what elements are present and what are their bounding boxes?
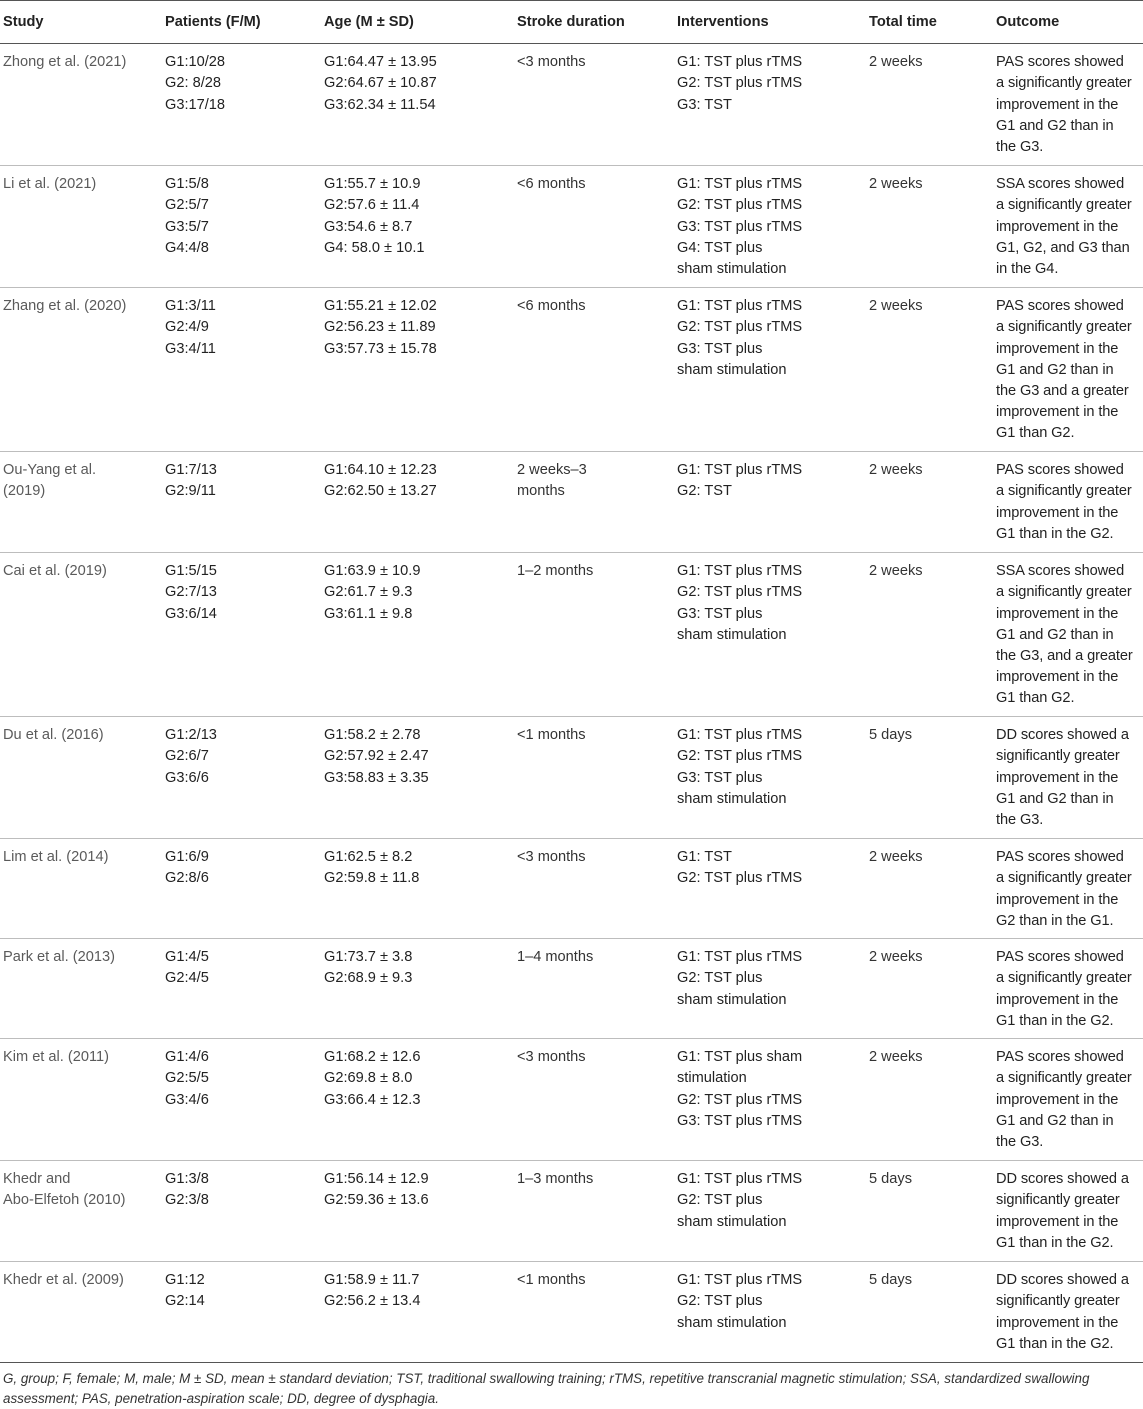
table-row [0,1039,1143,1161]
cell-study-line: (2019) [3,483,46,500]
cell-patients-line: G3:6/14 [165,605,217,622]
cell-outcome-line: a significantly greater [996,970,1132,987]
cell-total-time [866,553,993,717]
cell-total-time-line: 2 weeks [869,563,923,580]
cell-study [0,717,162,839]
cell-interventions-line: sham stimulation [677,1314,787,1331]
cell-study [0,939,162,1039]
cell-total-time-line: 2 weeks [869,462,923,479]
cell-total-time [866,288,993,452]
cell-patients [162,166,321,288]
cell-age-line: G3:57.73 ± 15.78 [324,340,437,357]
cell-outcome-line: PAS scores showed [996,462,1124,479]
cell-outcome-line: a significantly greater [996,1070,1132,1087]
cell-age [321,1262,514,1363]
cell-age-line: G3:61.1 ± 9.8 [324,605,413,622]
cell-outcome-line: the G3. [996,139,1044,156]
cell-outcome-line: a significantly greater [996,197,1132,214]
cell-outcome-line: G1 than in the G2. [996,1012,1114,1029]
cell-age-line: G1:62.5 ± 8.2 [324,849,413,866]
cell-interventions-line: G2: TST plus rTMS [677,319,803,336]
cell-patients-line: G1:5/8 [165,176,209,193]
cell-interventions-line: G3: TST plus [677,605,763,622]
cell-age-line: G2:56.2 ± 13.4 [324,1293,421,1310]
cell-interventions-line: G2: TST plus rTMS [677,75,803,92]
cell-patients-line: G2: 8/28 [165,75,221,92]
cell-study-line: Lim et al. (2014) [3,849,109,866]
cell-interventions-line: G1: TST plus rTMS [677,298,803,315]
cell-stroke-duration [514,1039,674,1161]
cell-outcome-line: G1 than in the G2. [996,1234,1114,1251]
cell-stroke-duration [514,717,674,839]
cell-patients-line: G2:8/6 [165,870,209,887]
cell-patients-line: G2:5/5 [165,1070,209,1087]
cell-patients-line: G2:14 [165,1293,205,1310]
cell-stroke-duration-line: 1–2 months [517,563,594,580]
cell-age-line: G3:58.83 ± 3.35 [324,769,429,786]
header-study: Study [0,1,162,44]
cell-interventions-line: G1: TST plus rTMS [677,1272,803,1289]
cell-outcome-line: G1 and G2 than in [996,626,1114,643]
cell-total-time-line: 2 weeks [869,849,923,866]
cell-study-line: Zhang et al. (2020) [3,298,127,315]
cell-age-line: G2:59.8 ± 11.8 [324,870,420,887]
cell-interventions-line: G2: TST plus rTMS [677,584,803,601]
cell-patients-line: G1:3/8 [165,1171,209,1188]
cell-age-line: G2:69.8 ± 8.0 [324,1070,413,1087]
cell-study-line: Park et al. (2013) [3,949,115,966]
cell-stroke-duration-line: <1 months [517,1272,586,1289]
table-row [0,1262,1143,1363]
cell-interventions-line: G2: TST plus rTMS [677,197,803,214]
cell-study [0,839,162,939]
cell-interventions-line: G3: TST plus [677,769,763,786]
cell-age [321,44,514,166]
cell-interventions-line: G1: TST plus rTMS [677,563,803,580]
cell-study [0,1262,162,1363]
cell-interventions [674,839,866,939]
cell-stroke-duration [514,553,674,717]
cell-outcome-line: the G3. [996,812,1044,829]
cell-age-line: G2:59.36 ± 13.6 [324,1192,429,1209]
cell-interventions-line: G3: TST plus rTMS [677,1112,803,1129]
header-patients: Patients (F/M) [162,1,321,44]
cell-patients-line: G1:12 [165,1272,205,1289]
header-row [0,1,1143,44]
cell-patients-line: G3:4/6 [165,1091,209,1108]
cell-outcome-line: G1 and G2 than in [996,790,1114,807]
cell-patients-line: G2:9/11 [165,483,216,500]
cell-stroke-duration-line: <3 months [517,54,586,71]
cell-outcome-line: DD scores showed a [996,1272,1129,1289]
cell-stroke-duration [514,1161,674,1262]
cell-age [321,553,514,717]
cell-interventions-line: sham stimulation [677,1213,787,1230]
cell-total-time-line: 5 days [869,1272,912,1289]
cell-study-line: Khedr and [3,1171,71,1188]
cell-outcome-line: in the G4. [996,261,1059,278]
cell-interventions-line: G2: TST plus rTMS [677,870,803,887]
cell-patients-line: G2:5/7 [165,197,209,214]
cell-age-line: G2:62.50 ± 13.27 [324,483,437,500]
cell-outcome-line: significantly greater [996,748,1120,765]
cell-outcome-line: improvement in the [996,340,1119,357]
cell-interventions-line: stimulation [677,1070,747,1087]
cell-patients-line: G1:4/6 [165,1049,209,1066]
cell-patients-line: G4:4/8 [165,239,209,256]
table-row [0,166,1143,288]
table-footnote: G, group; F, female; M, male; M ± SD, mean ± standard deviation; TST, traditional swallowing training; rTMS, repetitive transcranial magnetic stimulation; SSA, standardized swallowing assessment; PAS, penetration-aspiration scale; DD, degree of dysphagia. [3,1371,1090,1407]
cell-stroke-duration-line: 1–4 months [517,949,594,966]
cell-interventions [674,452,866,553]
cell-interventions-line: G1: TST plus rTMS [677,176,803,193]
cell-age-line: G1:64.47 ± 13.95 [324,54,437,71]
cell-outcome [993,1262,1143,1363]
cell-age-line: G1:58.2 ± 2.78 [324,727,421,744]
cell-outcome [993,1161,1143,1262]
cell-age [321,717,514,839]
cell-outcome-line: SSA scores showed [996,563,1125,580]
cell-stroke-duration [514,288,674,452]
cell-age-line: G2:57.6 ± 11.4 [324,197,420,214]
cell-age [321,1039,514,1161]
cell-stroke-duration [514,939,674,1039]
cell-age [321,1161,514,1262]
cell-age [321,166,514,288]
cell-age-line: G1:55.7 ± 10.9 [324,176,421,193]
cell-total-time [866,839,993,939]
cell-outcome-line: significantly greater [996,1192,1120,1209]
cell-patients [162,939,321,1039]
cell-total-time [866,1262,993,1363]
cell-patients [162,288,321,452]
cell-stroke-duration [514,44,674,166]
cell-outcome-line: G1 and G2 than in [996,1112,1114,1129]
cell-patients-line: G1:7/13 [165,462,217,479]
cell-outcome-line: improvement in the [996,1091,1119,1108]
cell-patients-line: G2:7/13 [165,584,217,601]
cell-age-line: G1:58.9 ± 11.7 [324,1272,420,1289]
cell-patients-line: G1:4/5 [165,949,209,966]
cell-interventions-line: G3: TST [677,96,732,113]
cell-outcome-line: PAS scores showed [996,849,1124,866]
cell-outcome [993,452,1143,553]
cell-stroke-duration [514,452,674,553]
cell-outcome [993,939,1143,1039]
cell-age [321,939,514,1039]
cell-patients [162,44,321,166]
cell-patients [162,1262,321,1363]
cell-total-time [866,166,993,288]
cell-outcome-line: a significantly greater [996,75,1132,92]
cell-outcome-line: DD scores showed a [996,727,1129,744]
cell-study-line: Li et al. (2021) [3,176,97,193]
cell-total-time [866,1161,993,1262]
cell-interventions [674,1039,866,1161]
cell-interventions-line: sham stimulation [677,261,787,278]
cell-interventions-line: sham stimulation [677,790,787,807]
cell-outcome-line: G1 than G2. [996,425,1075,442]
cell-stroke-duration [514,166,674,288]
cell-interventions-line: G3: TST plus [677,340,763,357]
cell-outcome-line: significantly greater [996,1293,1120,1310]
cell-outcome-line: G1 than in the G2. [996,1335,1114,1352]
cell-outcome-line: improvement in the [996,1314,1119,1331]
cell-outcome-line: G1 and G2 than in [996,361,1114,378]
cell-outcome-line: a significantly greater [996,319,1132,336]
table-row [0,452,1143,553]
cell-outcome-line: the G3, and a greater [996,648,1133,665]
cell-age-line: G3:54.6 ± 8.7 [324,218,413,235]
cell-stroke-duration-line: 1–3 months [517,1171,594,1188]
cell-total-time-line: 2 weeks [869,298,923,315]
table-row [0,839,1143,939]
cell-interventions-line: G1: TST plus rTMS [677,462,803,479]
cell-stroke-duration [514,1262,674,1363]
cell-interventions [674,553,866,717]
cell-total-time-line: 2 weeks [869,176,923,193]
cell-age-line: G1:73.7 ± 3.8 [324,949,413,966]
cell-outcome-line: a significantly greater [996,870,1132,887]
cell-interventions-line: G1: TST plus rTMS [677,1171,803,1188]
cell-outcome-line: G1 than in the G2. [996,525,1114,542]
cell-patients-line: G3:17/18 [165,96,226,113]
cell-study [0,553,162,717]
cell-patients-line: G2:4/9 [165,319,209,336]
cell-outcome-line: improvement in the [996,96,1119,113]
cell-outcome-line: the G3. [996,1134,1044,1151]
cell-total-time [866,1039,993,1161]
cell-outcome [993,839,1143,939]
cell-stroke-duration-line: 2 weeks–3 [517,462,587,479]
cell-outcome-line: improvement in the [996,769,1119,786]
cell-age-line: G1:64.10 ± 12.23 [324,462,437,479]
cell-interventions-line: G2: TST plus [677,1293,763,1310]
table-row [0,717,1143,839]
cell-interventions-line: G2: TST plus [677,970,763,987]
cell-outcome [993,166,1143,288]
cell-interventions-line: sham stimulation [677,361,787,378]
cell-patients-line: G1:6/9 [165,849,209,866]
cell-age-line: G4: 58.0 ± 10.1 [324,239,425,256]
cell-outcome-line: improvement in the [996,504,1119,521]
cell-interventions [674,1161,866,1262]
cell-total-time-line: 5 days [869,727,912,744]
cell-total-time [866,717,993,839]
cell-total-time-line: 2 weeks [869,949,923,966]
cell-interventions-line: G4: TST plus [677,239,763,256]
cell-patients-line: G2:3/8 [165,1192,209,1209]
cell-study [0,288,162,452]
cell-study-line: Zhong et al. (2021) [3,54,127,71]
cell-stroke-duration-line: months [517,483,565,500]
cell-outcome-line: improvement in the [996,991,1119,1008]
cell-interventions-line: G1: TST plus rTMS [677,727,803,744]
cell-total-time [866,44,993,166]
cell-study [0,1039,162,1161]
cell-patients-line: G2:4/5 [165,970,209,987]
table-row [0,288,1143,452]
cell-total-time-line: 5 days [869,1171,912,1188]
table-row [0,1161,1143,1262]
header-stroke-duration: Stroke duration [514,1,674,44]
cell-study-line: Khedr et al. (2009) [3,1272,124,1289]
cell-interventions-line: G2: TST [677,483,732,500]
cell-age-line: G2:61.7 ± 9.3 [324,584,413,601]
cell-patients-line: G1:10/28 [165,54,226,71]
cell-outcome-line: DD scores showed a [996,1171,1129,1188]
cell-patients [162,839,321,939]
cell-total-time-line: 2 weeks [869,54,923,71]
table-row [0,44,1143,166]
cell-study [0,44,162,166]
cell-outcome-line: G1, G2, and G3 than [996,239,1130,256]
cell-patients-line: G3:5/7 [165,218,209,235]
cell-age-line: G3:62.34 ± 11.54 [324,96,436,113]
cell-stroke-duration-line: <3 months [517,849,586,866]
cell-outcome [993,44,1143,166]
cell-age-line: G2:68.9 ± 9.3 [324,970,413,987]
cell-age [321,288,514,452]
cell-outcome-line: improvement in the [996,605,1119,622]
cell-total-time-line: 2 weeks [869,1049,923,1066]
cell-stroke-duration-line: <3 months [517,1049,586,1066]
cell-outcome-line: improvement in the [996,891,1119,908]
table-body [0,44,1143,1363]
cell-outcome-line: PAS scores showed [996,1049,1124,1066]
cell-patients-line: G3:4/11 [165,340,216,357]
cell-outcome-line: G1 and G2 than in [996,117,1114,134]
cell-outcome-line: improvement in the [996,218,1119,235]
cell-outcome-line: a significantly greater [996,584,1132,601]
cell-interventions-line: sham stimulation [677,991,787,1008]
cell-outcome [993,288,1143,452]
cell-interventions-line: G1: TST plus sham [677,1049,803,1066]
header-outcome: Outcome [993,1,1143,44]
cell-patients-line: G2:6/7 [165,748,209,765]
cell-age-line: G1:68.2 ± 12.6 [324,1049,421,1066]
cell-interventions [674,939,866,1039]
cell-interventions [674,44,866,166]
cell-patients-line: G1:3/11 [165,298,216,315]
cell-stroke-duration-line: <6 months [517,298,586,315]
cell-age-line: G1:63.9 ± 10.9 [324,563,421,580]
cell-outcome-line: the G3 and a greater [996,383,1129,400]
table-row [0,939,1143,1039]
cell-stroke-duration-line: <6 months [517,176,586,193]
cell-outcome-line: PAS scores showed [996,54,1124,71]
cell-study [0,452,162,553]
header-total-time: Total time [866,1,993,44]
cell-age-line: G1:56.14 ± 12.9 [324,1171,429,1188]
cell-interventions-line: G1: TST plus rTMS [677,54,803,71]
cell-interventions [674,288,866,452]
cell-study-line: Kim et al. (2011) [3,1049,109,1066]
cell-interventions-line: G3: TST plus rTMS [677,218,803,235]
cell-study-line: Abo-Elfetoh (2010) [3,1192,126,1209]
cell-interventions [674,717,866,839]
cell-outcome-line: SSA scores showed [996,176,1125,193]
header-interventions: Interventions [674,1,866,44]
cell-outcome-line: improvement in the [996,404,1119,421]
cell-patients [162,717,321,839]
cell-interventions-line: G1: TST plus rTMS [677,949,803,966]
cell-patients [162,553,321,717]
cell-age [321,452,514,553]
cell-age [321,839,514,939]
cell-outcome-line: PAS scores showed [996,949,1124,966]
cell-study [0,166,162,288]
cell-outcome-line: a significantly greater [996,483,1132,500]
cell-interventions-line: G2: TST plus rTMS [677,1091,803,1108]
cell-study-line: Cai et al. (2019) [3,563,107,580]
cell-interventions-line: sham stimulation [677,626,787,643]
cell-patients-line: G1:2/13 [165,727,217,744]
cell-outcome [993,717,1143,839]
cell-outcome-line: improvement in the [996,1213,1119,1230]
cell-patients [162,1039,321,1161]
cell-outcome-line: improvement in the [996,669,1119,686]
cell-age-line: G2:56.23 ± 11.89 [324,319,436,336]
cell-age-line: G2:57.92 ± 2.47 [324,748,429,765]
table-row [0,553,1143,717]
cell-total-time [866,452,993,553]
cell-interventions [674,1262,866,1363]
cell-outcome-line: G2 than in the G1. [996,912,1114,929]
cell-patients-line: G3:6/6 [165,769,209,786]
cell-age-line: G1:55.21 ± 12.02 [324,298,437,315]
cell-outcome-line: PAS scores showed [996,298,1124,315]
cell-study-line: Ou-Yang et al. [3,462,97,479]
cell-study [0,1161,162,1262]
cell-outcome [993,553,1143,717]
cell-study-line: Du et al. (2016) [3,727,104,744]
cell-patients [162,1161,321,1262]
table-header [0,1,1143,44]
cell-stroke-duration [514,839,674,939]
cell-stroke-duration-line: <1 months [517,727,586,744]
cell-interventions [674,166,866,288]
cell-interventions-line: G2: TST plus [677,1192,763,1209]
cell-age-line: G3:66.4 ± 12.3 [324,1091,421,1108]
cell-interventions-line: G2: TST plus rTMS [677,748,803,765]
cell-patients-line: G1:5/15 [165,563,217,580]
cell-interventions-line: G1: TST [677,849,732,866]
cell-total-time [866,939,993,1039]
cell-age-line: G2:64.67 ± 10.87 [324,75,437,92]
cell-outcome-line: G1 than G2. [996,690,1075,707]
cell-patients [162,452,321,553]
header-age: Age (M ± SD) [321,1,514,44]
cell-outcome [993,1039,1143,1161]
